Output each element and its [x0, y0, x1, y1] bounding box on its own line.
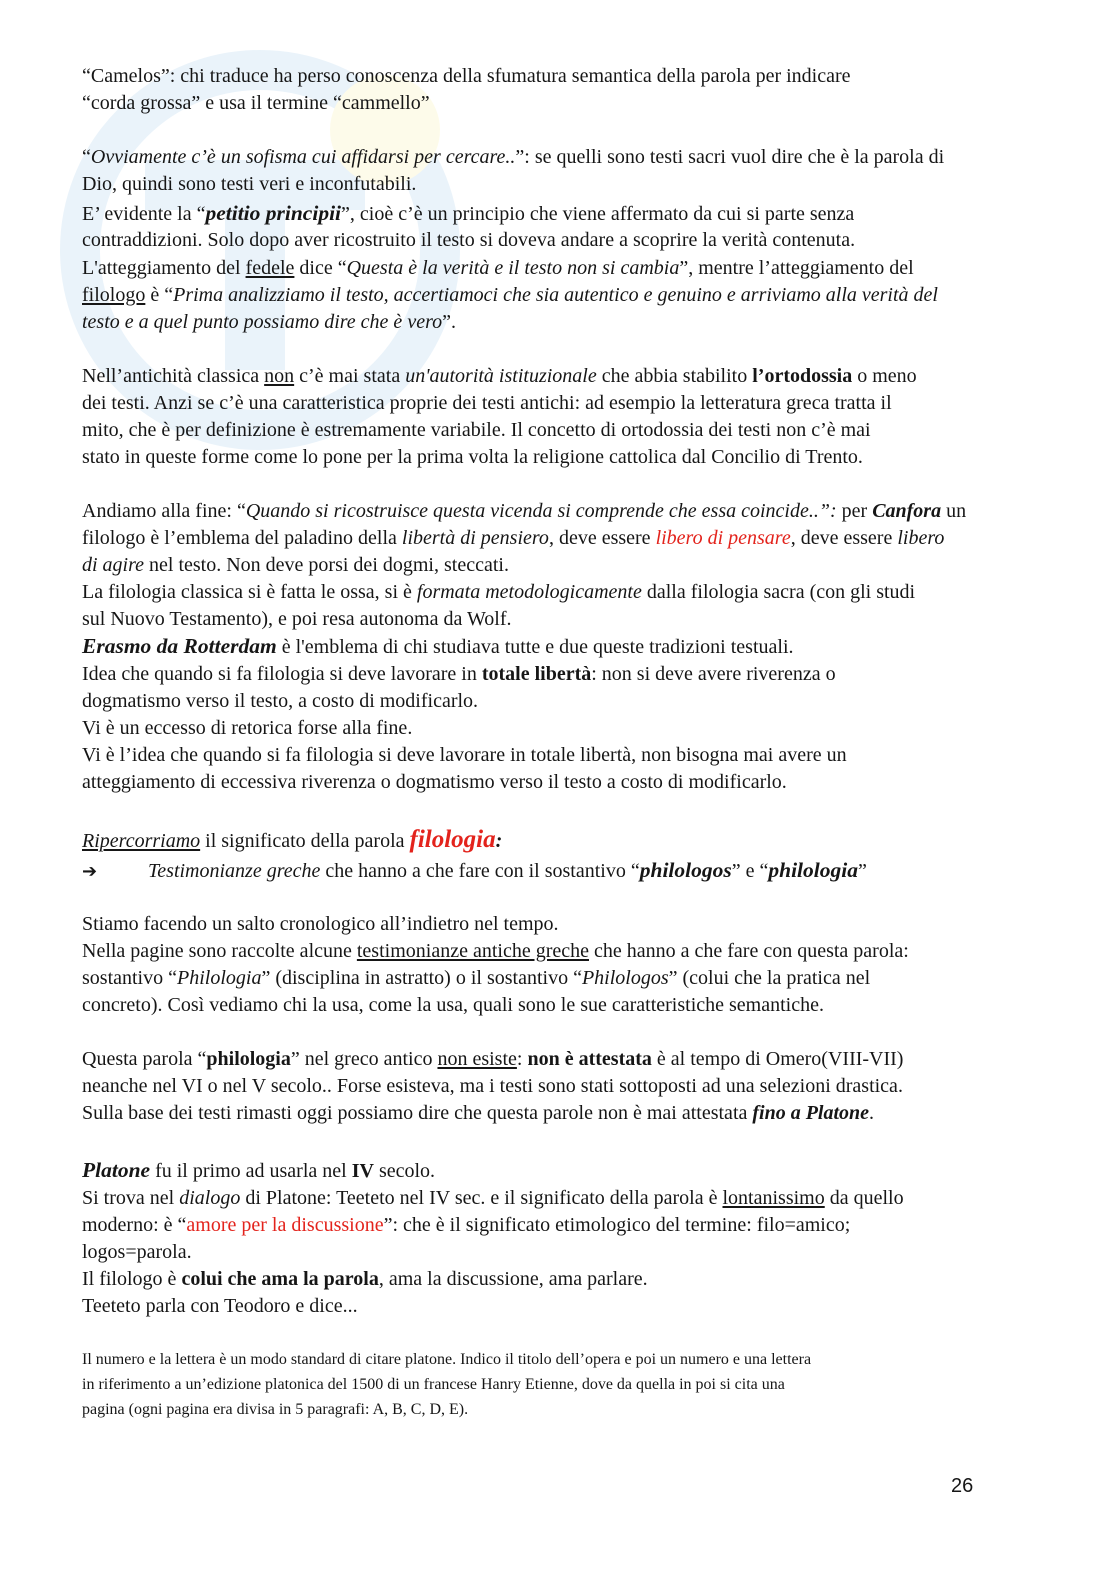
- text-run: L'atteggiamento del: [82, 257, 246, 279]
- text-run: , ama la discussione, ama parlare.: [378, 1268, 648, 1290]
- bold-italic-term: philologia: [768, 858, 858, 882]
- text-run: dalla filologia sacra (con gli studi: [641, 581, 916, 603]
- text-run: dei testi. Anzi se c’è una caratteristica proprie dei testi antichi: ad esempio la letteratura greca tratta il: [82, 392, 892, 414]
- note-text: Il numero e la lettera è un modo standard di citare platone. Indico il titolo dell’opera e poi un numero e una lettera: [82, 1351, 812, 1368]
- text-run: secolo.: [373, 1160, 436, 1182]
- red-keyword: filologia: [409, 826, 496, 853]
- text-line: [82, 1073, 903, 1100]
- text-run: Teeteto parla con Teodoro e dice...: [82, 1295, 358, 1317]
- text-run: Vi è un eccesso di retorica forse alla fine.: [82, 717, 413, 739]
- text-run: .: [869, 1102, 875, 1124]
- text-run: neanche nel VI o nel V secolo.. Forse esisteva, ma i testi sono stati sottoposti ad una selezioni drastica.: [82, 1075, 903, 1097]
- text-line: [82, 965, 870, 992]
- italic-phrase: libero: [897, 527, 945, 549]
- bold-italic-term: petitio principii: [205, 201, 342, 225]
- note-text: pagina (ogni pagina era divisa in 5 paragrafi: A, B, C, D, E).: [82, 1401, 469, 1418]
- bold-italic-name: Canfora: [872, 500, 942, 522]
- text-line: [82, 525, 944, 552]
- italic-phrase: formata metodologicamente: [416, 581, 642, 603]
- text-line: [82, 63, 851, 90]
- text-run: “Camelos”: chi traduce ha perso conoscenza della sfumatura semantica della parola per indicare: [82, 65, 851, 87]
- text-run: è l'emblema di chi studiava tutte e due queste tradizioni testuali.: [276, 636, 794, 658]
- text-line: [82, 444, 863, 471]
- text-run: dice “: [294, 257, 347, 279]
- arrow-bullet-icon: ➔: [82, 861, 98, 882]
- text-run: concreto). Così vediamo chi la usa, come la usa, quali sono le sue caratteristiche semantiche.: [82, 994, 824, 1016]
- text-line: [82, 1046, 903, 1073]
- note-line: [82, 1374, 785, 1396]
- text-line: [82, 769, 787, 796]
- text-run: logos=parola.: [82, 1241, 192, 1263]
- text-run: Dio, quindi sono testi veri e inconfutabili.: [82, 173, 417, 195]
- text-line: [82, 579, 915, 606]
- text-run: che abbia stabilito: [596, 365, 753, 387]
- red-highlight: amore per la discussione: [186, 1214, 384, 1236]
- note-line: [82, 1349, 811, 1371]
- text-line: [82, 1157, 435, 1184]
- text-run: “corda grossa” e usa il termine “cammello”: [82, 92, 430, 114]
- italic-phrase: di agire: [82, 554, 145, 576]
- text-line: [82, 309, 456, 336]
- text-run: mito, che è per definizione è estremamente variabile. Il concetto di ortodossia dei testi non c’è mai: [82, 419, 871, 441]
- text-run: contraddizioni. Solo dopo aver ricostruito il testo si doveva andare a scoprire la verità contenuta.: [82, 229, 856, 251]
- text-line: [82, 144, 944, 171]
- text-line: [82, 498, 966, 525]
- text-line: [82, 911, 559, 938]
- bold-italic-name: Erasmo da Rotterdam: [82, 634, 277, 658]
- text-run: ”.: [442, 311, 456, 333]
- text-run: E’ evidente la “: [82, 203, 206, 225]
- text-line: [82, 417, 871, 444]
- text-run: un: [941, 500, 967, 522]
- bullet-item: [82, 857, 867, 884]
- page-number: 26: [951, 1475, 974, 1497]
- text-line: [82, 200, 854, 227]
- bold-italic-phrase: fino a Platone: [752, 1102, 870, 1124]
- text-run: , deve essere: [548, 527, 656, 549]
- italic-phrase: Testimonianze greche: [148, 860, 321, 882]
- text-run: ”, mentre l’atteggiamento del: [679, 257, 914, 279]
- text-line: [82, 90, 430, 117]
- text-run: Idea che quando si fa filologia si deve lavorare in: [82, 663, 482, 685]
- text-run: che hanno a che fare con il sostantivo “: [320, 860, 640, 882]
- italic-quote: Quando si ricostruisce questa vicenda si comprende che essa coincide..”:: [245, 500, 837, 522]
- text-run: dogmatismo verso il testo, a costo di modificarlo.: [82, 690, 479, 712]
- text-run: fu il primo ad usarla nel: [150, 1160, 352, 1182]
- italic-quote: Questa è la verità e il testo non si cambia: [346, 257, 680, 279]
- bold-italic-term: philologos: [639, 858, 732, 882]
- text-line: [82, 688, 478, 715]
- italic-term: dialogo: [179, 1187, 241, 1209]
- text-run: “: [82, 146, 91, 168]
- text-line: [82, 1293, 358, 1320]
- text-line: [82, 171, 416, 198]
- red-highlight: libero di pensare: [655, 527, 791, 549]
- text-line: [82, 661, 836, 688]
- note-text: in riferimento a un’edizione platonica del 1500 di un francese Hanry Etienne, dove da quella in poi si cita una: [82, 1376, 785, 1393]
- text-run: è al tempo di Omero(VIII-VII): [651, 1048, 904, 1070]
- text-line: [82, 1100, 874, 1127]
- section-heading: [82, 824, 502, 856]
- text-run: ” (disciplina in astratto) o il sostantivo “: [261, 967, 582, 989]
- text-run: o meno: [852, 365, 917, 387]
- text-run: ”: [857, 860, 867, 882]
- text-line: [82, 992, 824, 1019]
- text-run: sul Nuovo Testamento), e poi resa autonoma da Wolf.: [82, 608, 512, 630]
- text-run: c’è mai stata: [294, 365, 406, 387]
- text-line: [82, 390, 892, 417]
- text-run: atteggiamento di eccessiva riverenza o dogmatismo verso il testo a costo di modificarlo.: [82, 771, 787, 793]
- italic-term: Philologia: [177, 967, 262, 989]
- text-run: è “: [145, 284, 174, 306]
- text-run: ” (colui che la pratica nel: [668, 967, 871, 989]
- bold-term: IV: [351, 1160, 374, 1182]
- text-run: Questa parola “: [82, 1048, 207, 1070]
- text-line: [82, 938, 909, 965]
- text-line: [82, 1185, 904, 1212]
- text-line: [82, 742, 847, 769]
- text-run: Il filologo è: [82, 1268, 182, 1290]
- text-run: filologo è l’emblema del paladino della: [82, 527, 402, 549]
- text-line: [82, 255, 914, 282]
- text-run: stato in queste forme come lo pone per la prima volta la religione cattolica dal Concilio di Trento.: [82, 446, 863, 468]
- italic-phrase: un'autorità istituzionale: [405, 365, 597, 387]
- text-run: il significato della parola: [200, 830, 410, 852]
- text-run: Sulla base dei testi rimasti oggi possiamo dire che questa parole non è mai attestata: [82, 1102, 753, 1124]
- underlined-word: fedele: [245, 257, 295, 279]
- text-run: :: [516, 1048, 528, 1070]
- underlined-word: Ripercorriamo: [82, 830, 201, 852]
- text-run: :: [495, 830, 503, 852]
- note-line: [82, 1399, 468, 1421]
- italic-phrase: libertà di pensiero: [401, 527, 549, 549]
- text-run: ” e “: [731, 860, 769, 882]
- text-line: [82, 1212, 850, 1239]
- text-run: di Platone: Teeteto nel IV sec. e il significato della parola è: [240, 1187, 723, 1209]
- text-run: ” nel greco antico: [290, 1048, 438, 1070]
- text-line: [82, 363, 917, 390]
- text-run: sostantivo “: [82, 967, 177, 989]
- text-run: Nella pagine sono raccolte alcune: [82, 940, 357, 962]
- text-line: [82, 1239, 192, 1266]
- bold-term: non è attestata: [527, 1048, 652, 1070]
- text-line: [82, 282, 938, 309]
- text-run: Nell’antichità classica: [82, 365, 265, 387]
- text-run: ”: che è il significato etimologico del termine: filo=amico;: [383, 1214, 851, 1236]
- bold-term: philologia: [206, 1048, 291, 1070]
- text-run: , deve essere: [790, 527, 898, 549]
- underlined-phrase: testimonianze antiche greche: [356, 940, 589, 962]
- bold-italic-name: Platone: [82, 1158, 151, 1182]
- text-line: [82, 227, 855, 254]
- italic-term: Philologos: [581, 967, 669, 989]
- text-run: ”: se quelli sono testi sacri vuol dire che è la parola di: [515, 146, 945, 168]
- text-line: [82, 715, 412, 742]
- underlined-word: non: [264, 365, 295, 387]
- underlined-word: filologo: [82, 284, 146, 306]
- text-run: Andiamo alla fine: “: [82, 500, 246, 522]
- underlined-word: lontanissimo: [722, 1187, 825, 1209]
- italic-quote: Prima analizziamo il testo, accertiamoci che sia autentico e genuino e arriviamo alla verità del: [173, 284, 938, 306]
- underlined-phrase: non esiste: [437, 1048, 517, 1070]
- text-run: moderno: è “: [82, 1214, 187, 1236]
- text-line: [82, 552, 509, 579]
- text-run: Si trova nel: [82, 1187, 180, 1209]
- text-run: Stiamo facendo un salto cronologico all’indietro nel tempo.: [82, 913, 559, 935]
- text-line: [82, 1266, 648, 1293]
- italic-quote: Ovviamente c’è un sofisma cui affidarsi per cercare..: [90, 146, 516, 168]
- text-run: Vi è l’idea che quando si fa filologia si deve lavorare in totale libertà, non bisogna mai avere un: [82, 744, 847, 766]
- text-run: : non si deve avere riverenza o: [591, 663, 836, 685]
- text-run: per: [836, 500, 873, 522]
- text-run: nel testo. Non deve porsi dei dogmi, steccati.: [144, 554, 509, 576]
- bold-phrase: colui che ama la parola: [181, 1268, 379, 1290]
- text-line: [82, 606, 512, 633]
- bold-term: totale libertà: [481, 663, 592, 685]
- text-run: che hanno a che fare con questa parola:: [588, 940, 909, 962]
- italic-quote: testo e a quel punto possiamo dire che è vero: [82, 311, 443, 333]
- text-run: da quello: [824, 1187, 904, 1209]
- text-run: La filologia classica si è fatta le ossa, si è: [82, 581, 417, 603]
- text-line: [82, 633, 794, 660]
- bold-term: l’ortodossia: [752, 365, 853, 387]
- text-run: ”, cioè c’è un principio che viene affermato da cui si parte senza: [341, 203, 855, 225]
